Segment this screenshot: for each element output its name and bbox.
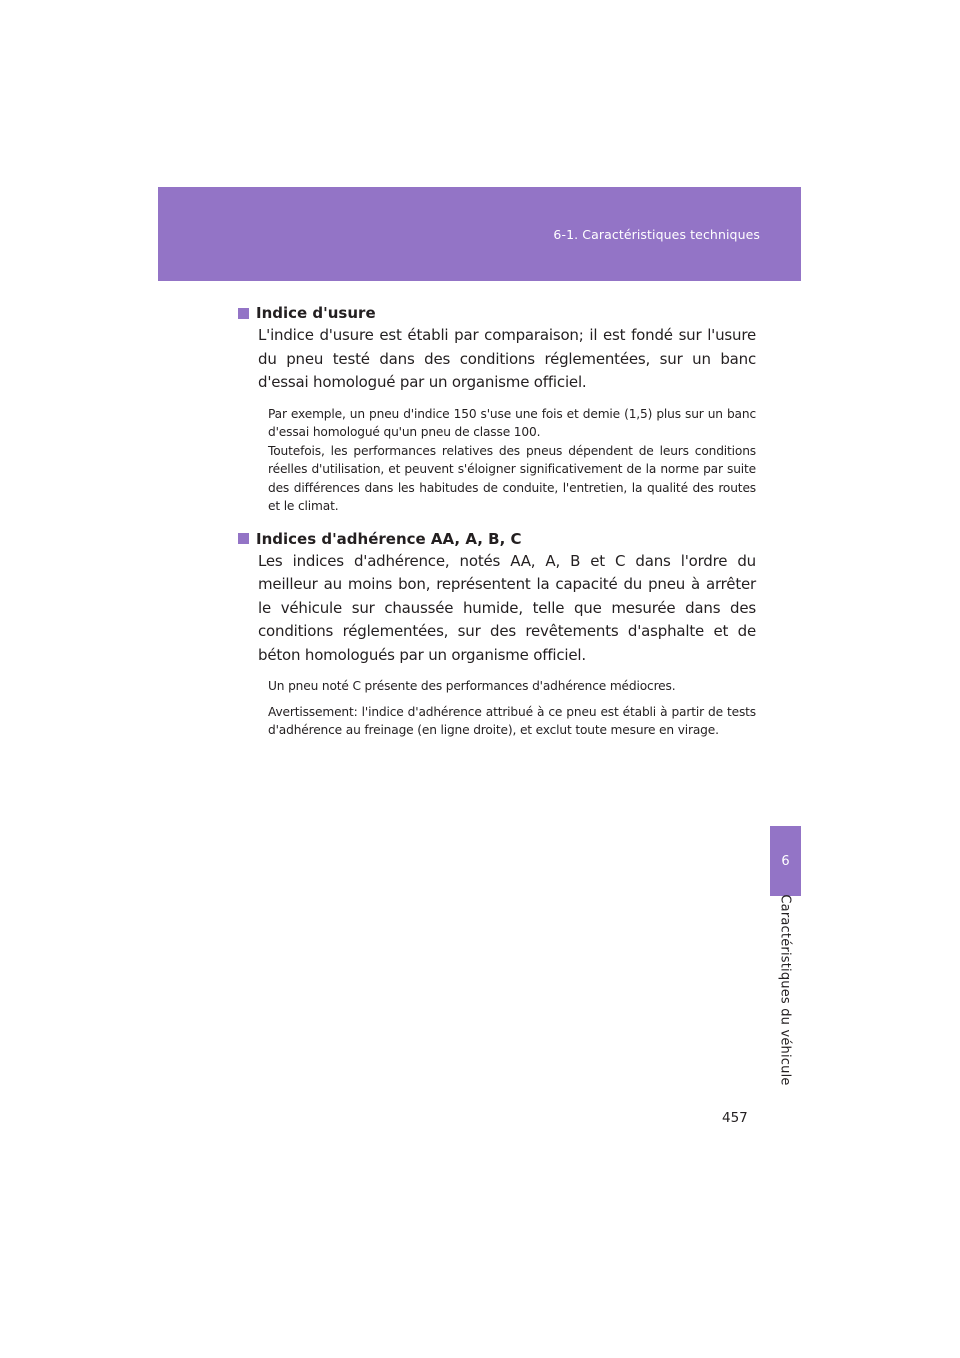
heading-text: Indice d'usure — [256, 304, 376, 322]
page-number: 457 — [722, 1110, 748, 1126]
section-note-traction-1: Un pneu noté C présente des performances d'adhérence médiocres. — [268, 679, 676, 693]
square-bullet-icon — [238, 308, 249, 319]
chapter-header — [158, 187, 801, 281]
section-note-wear: Par exemple, un pneu d'indice 150 s'use une fois et demie (1,5) plus sur un banc d'essai homologué qu'un pneu de classe 100. Toutefois, les performances relatives des pneus dépendent de leurs conditions réelles d'utilisation, et peuvent s'éloigner significativement de la norme par suite des différences dans les habitudes de conduite, l'entretien, la qualité des routes et le climat. — [268, 406, 756, 513]
chapter-number: 6 — [781, 853, 790, 869]
heading-text: Indices d'adhérence AA, A, B, C — [256, 529, 522, 548]
section-note-traction-2: Avertissement: l'indice d'adhérence attribué à ce pneu est établi à partir de tests d'adhérence au freinage (en ligne droite), et exclut toute mesure en virage. — [268, 704, 756, 737]
chapter-tab — [770, 826, 801, 896]
chapter-label: Caractéristiques du véhicule — [777, 894, 793, 1086]
section-heading-traction — [238, 528, 756, 550]
section-title: 6-1. Caractéristiques techniques — [553, 227, 760, 242]
page-content — [238, 302, 756, 740]
square-bullet-icon — [238, 533, 249, 544]
section-body-traction: Les indices d'adhérence, notés AA, A, B et C dans l'ordre du meilleur au moins bon, représentent la capacité du pneu à arrêter le véhicule sur chaussée humide, telle que mesurée dans des conditions réglementées, sur des revêtements d'asphalte et de béton homologués par un organisme officiel. — [258, 551, 756, 664]
section-body-wear: L'indice d'usure est établi par comparaison; il est fondé sur l'usure du pneu testé dans des conditions réglementées, sur un banc d'essai homologué par un organisme officiel. — [258, 326, 756, 391]
section-heading-wear — [238, 302, 756, 324]
